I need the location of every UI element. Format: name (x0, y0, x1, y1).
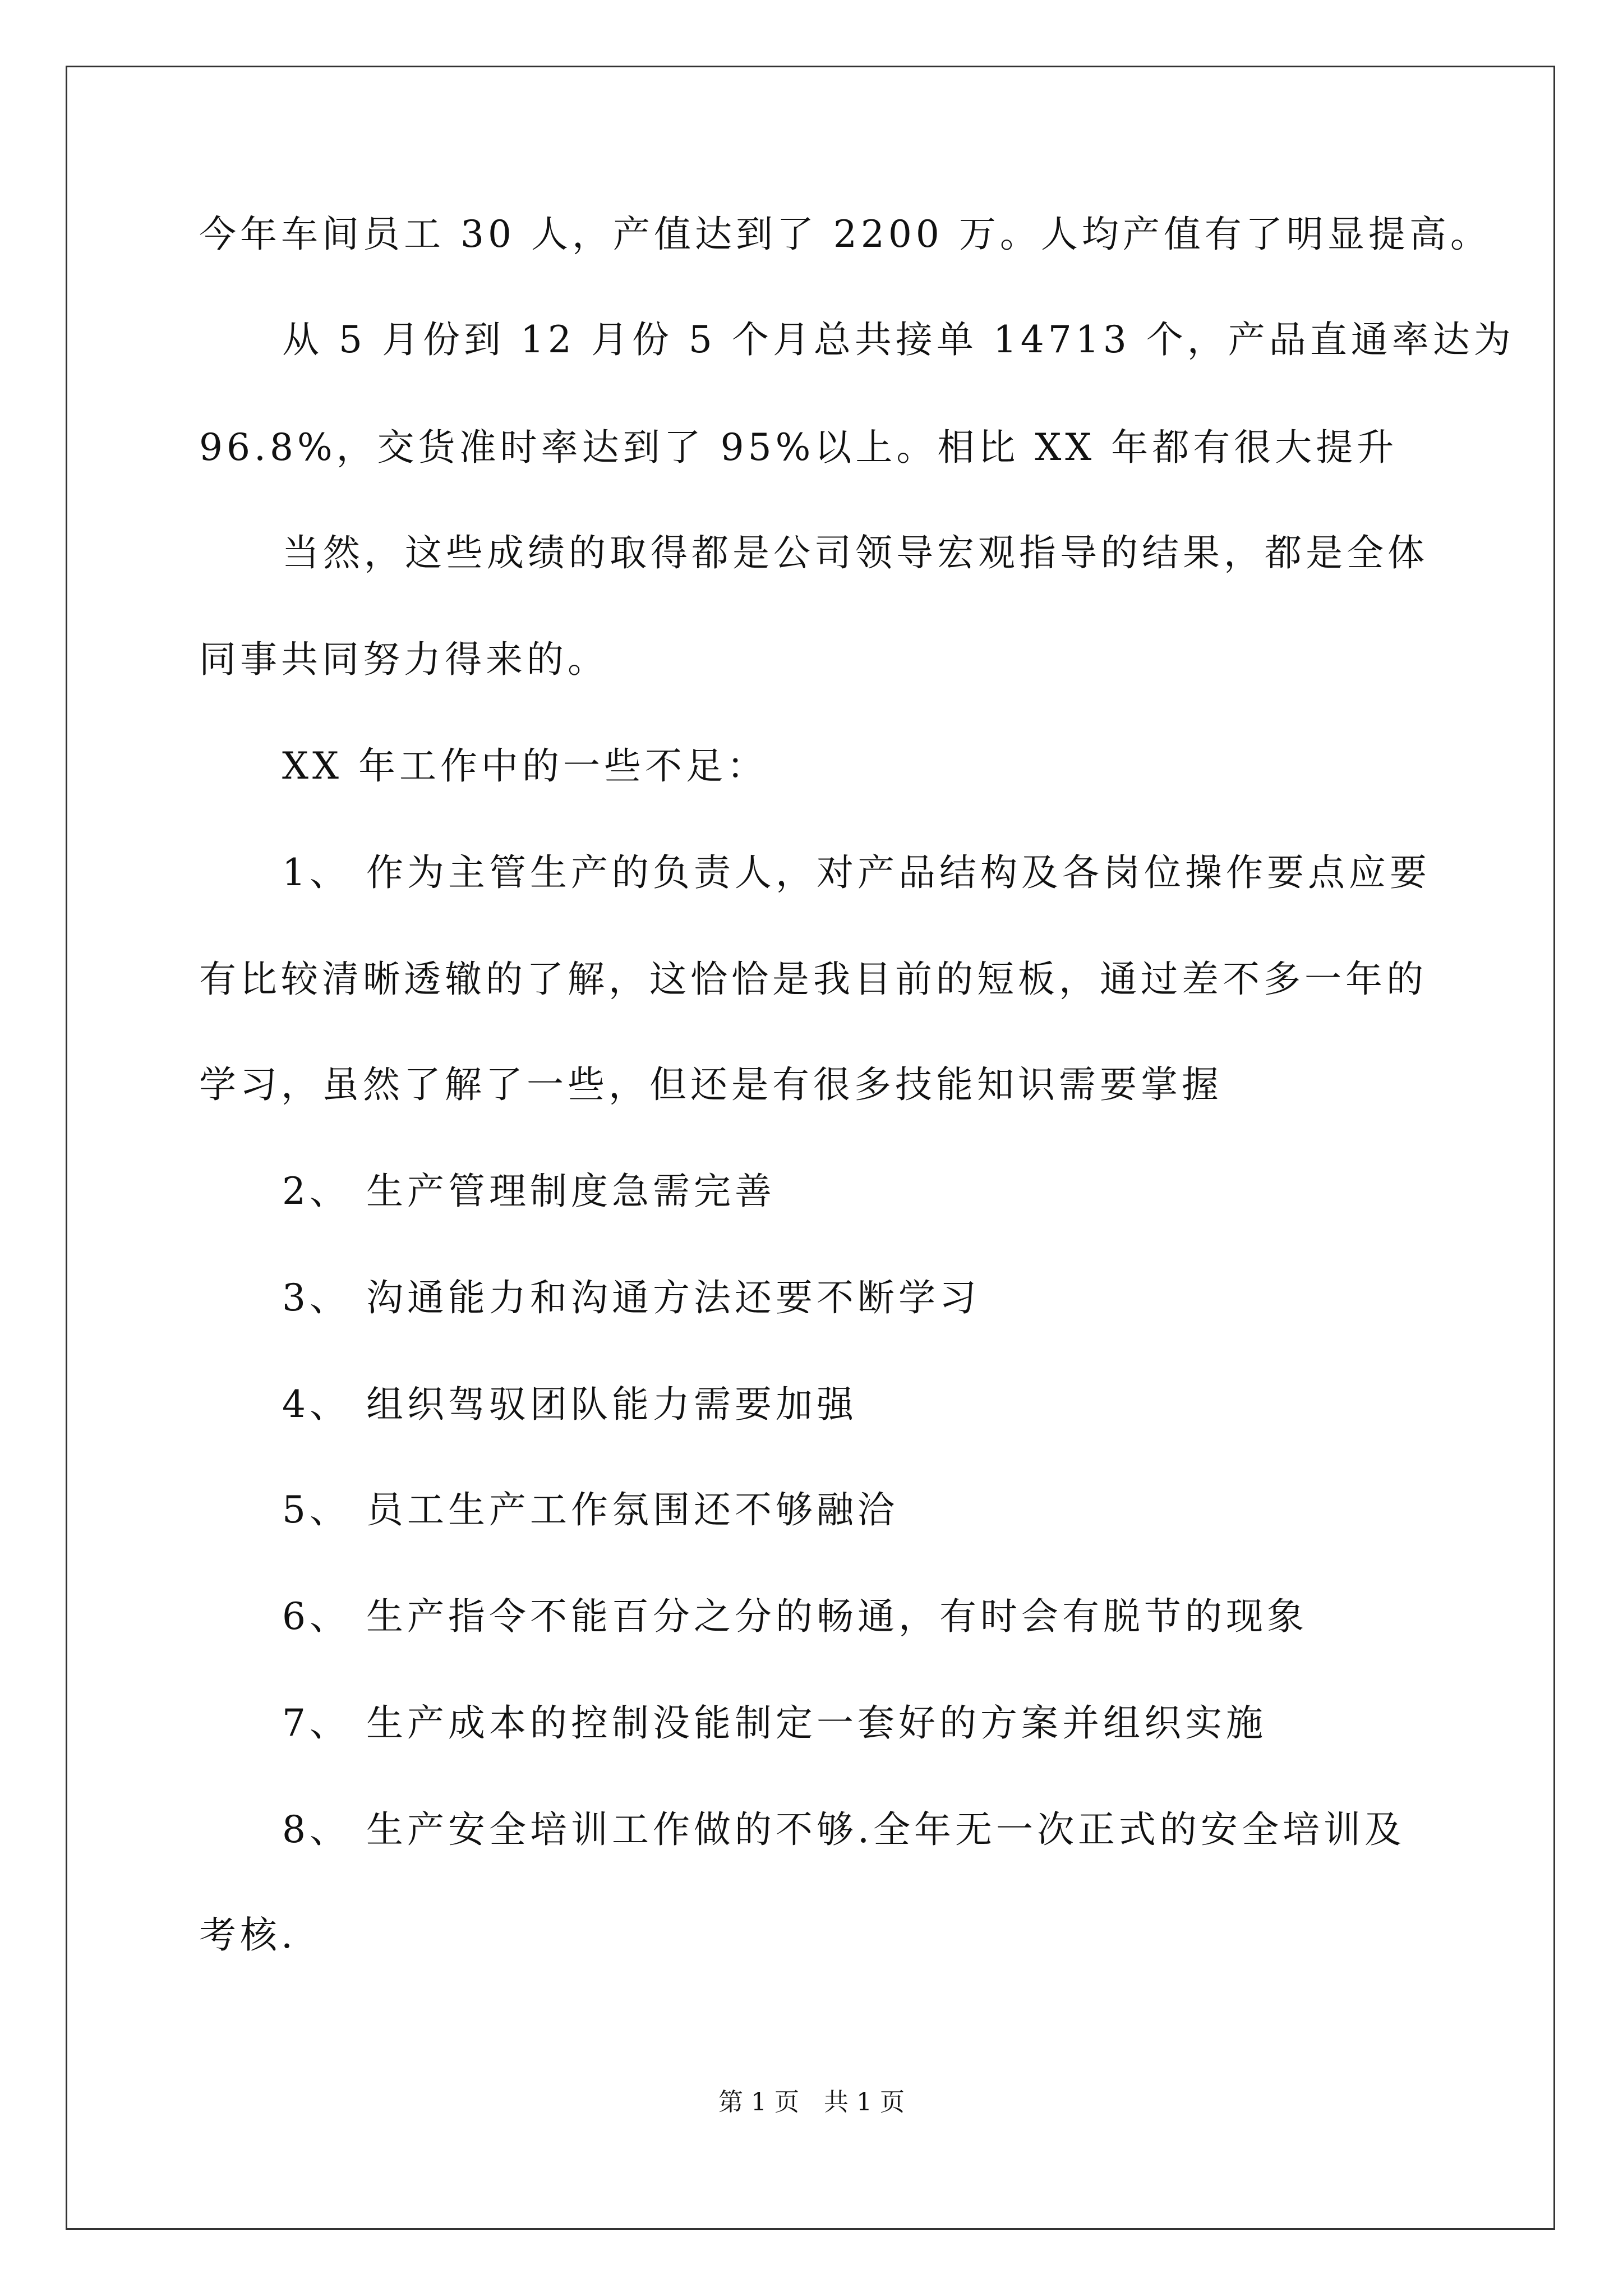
page-border (66, 66, 1555, 2230)
paragraph-line: 7、 生产成本的控制没能制定一套好的方案并组织实施 (282, 1701, 1267, 1745)
paragraph-line: 考核. (199, 1913, 297, 1957)
paragraph-line: 当然，这些成绩的取得都是公司领导宏观指导的结果，都是全体 (282, 531, 1428, 574)
paragraph-line: 6、 生产指令不能百分之分的畅通，有时会有脱节的现象 (282, 1595, 1308, 1638)
paragraph-line: 学习，虽然了解了一些，但还是有很多技能知识需要掌握 (199, 1063, 1223, 1106)
paragraph-line: 4、 组织驾驭团队能力需要加强 (282, 1383, 857, 1426)
paragraph-line: 96.8%，交货准时率达到了 95%以上。相比 XX 年都有很大提升 (199, 426, 1398, 469)
paragraph-line: 1、 作为主管生产的负责人，对产品结构及各岗位操作要点应要 (282, 851, 1431, 894)
page-number: 第 1 页 共 1 页 (718, 2088, 905, 2116)
paragraph-line: 2、 生产管理制度急需完善 (282, 1170, 776, 1213)
paragraph-line: 8、 生产安全培训工作做的不够.全年无一次正式的安全培训及 (282, 1808, 1405, 1851)
paragraph-line: 有比较清晰透辙的了解，这恰恰是我目前的短板，通过差不多一年的 (199, 958, 1427, 1001)
paragraph-line: 3、 沟通能力和沟通方法还要不断学习 (282, 1276, 980, 1319)
paragraph-line: 5、 员工生产工作氛围还不够融洽 (282, 1488, 898, 1531)
paragraph-line: 同事共同努力得来的。 (199, 638, 608, 681)
paragraph-line: 从 5 月份到 12 月份 5 个月总共接单 14713 个，产品直通率达为 (282, 318, 1515, 361)
paragraph-line: XX 年工作中的一些不足： (282, 744, 768, 788)
paragraph-line: 今年车间员工 30 人，产值达到了 2200 万。人均产值有了明显提高。 (199, 213, 1491, 256)
